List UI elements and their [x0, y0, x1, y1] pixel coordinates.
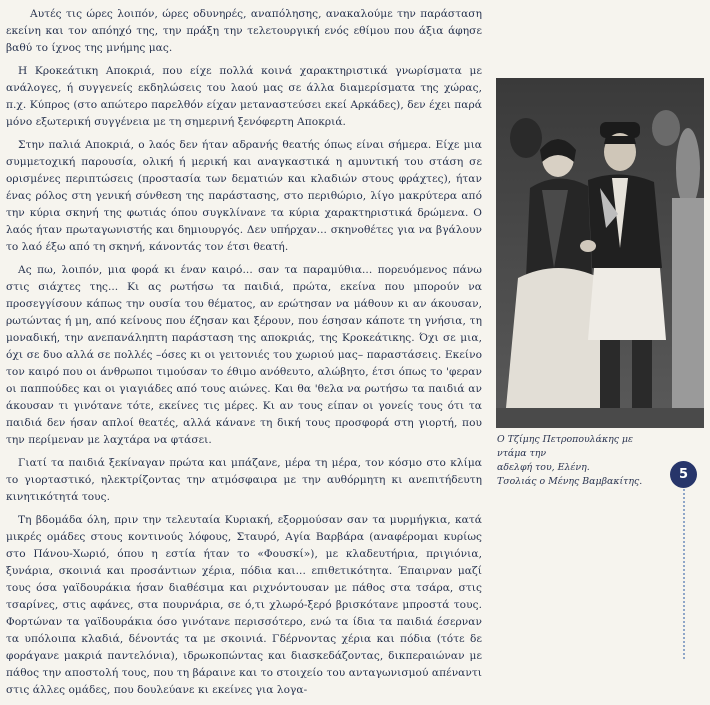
paragraph: Η Κροκεάτικη Αποκριά, που είχε πολλά κοινά χαρακτηριστικά γνωρίσματα με ανάλογες, ή συγγενείς εκδηλώσεις του λαού μας σε άλλα διαμερίσματα της χώρας, π.χ. Κύπρος (στο απώτερο παρελθόν είχαν μεταναστεύσει εκεί Αρκάδες), δεν έχει παρά μόνο εξωτερική συγγένεια με τη σημερινή ξενόφερτη Αποκριά.	[6, 65, 482, 128]
caption-line: Ο Τζίμης Πετροπουλάκης με ντάμα την	[497, 434, 634, 459]
page-number-badge: 5	[670, 461, 697, 488]
decorative-dotted-line	[683, 489, 685, 659]
photo-caption	[497, 433, 657, 489]
caption-line: Τσολιάς ο Μένης Βαμβακίτης.	[497, 476, 643, 487]
caption-line: αδελφή του, Ελένη.	[497, 462, 590, 473]
photo-illustration	[496, 78, 704, 428]
paragraph: Γιατί τα παιδιά ξεκίναγαν πρώτα και μπάζανε, μέρα τη μέρα, τον κόσμο στο κλίμα το γιορταστικό, ηλεκτρίζοντας την ατμόσφαιρα με την αυθόρμητη κι ανεπιτήδευτη κινητικότητά τους.	[6, 457, 482, 503]
paragraph: Στην παλιά Αποκριά, ο λαός δεν ήταν αδρανής θεατής όπως είναι σήμερα. Είχε μια συμμετοχική παρουσία, ολική ή μερική και αναγκαστικά η αμυντική του στάση σε ορισμένες περιπτώσεις (προστασία των δεματιών και κλαδιών στους φράχτες), ήταν ένας ρόλος στη γενική σύνθεση της παράστασης, στο περιθώριο, λίγο μακρύτερα από την κύρια σκηνή της φωτιάς όπου συγκλίνανε τα κύρια χαρακτηριστικά δρώμενα. Ο λαός ήταν πρωταγωνιστής και δημιουργός. Δεν υπήρχαν... σκηνοθέτες για να βγάλουν το λαό έξω από τη σκηνή, κάνοντάς τον έτσι θεατή.	[6, 139, 482, 253]
paragraph: Αυτές τις ώρες λοιπόν, ώρες οδυνηρές, αναπόλησης, ανακαλούμε την παράσταση εκείνη και τον απόηχό της, την πράξη την τελετουργική ενός εθίμου που άξια άφησε βαθύ το ίχνος της μνήμης μας.	[6, 8, 482, 54]
paragraph: Ας πω, λοιπόν, μια φορά κι έναν καιρό... σαν τα παραμύθια... πορευόμενος πάνω στις σιάχτες της... Κι ας ρωτήσω τα παιδιά, πρώτα, εκείνα που μπορούν να προσεγγίσουν κάπως την ουσία του θέματος, αν ερώτησαν να μάθουν κι αν άκουσαν, ρωτώντας ή μη, από κείνους που έζησαν και ξέρουν, που έσησαν κάποτε τη γνήσια, τη μοναδική, την ανεπανάληπτη παράσταση της αποκριάς, της Κροκεάτικης. Όχι σε μια, όχι σε δυο αλλά σε πολλές –όσες κι οι γειτονιές του χωριού μας– παραστάσεις. Εκείνο τον καιρό που οι άνθρωποι τιμούσαν το έθιμο ανόθευτο, αλώβητο, έτσι όπως το 'φεραν οι παππούδες και οι γιαγιάδες από τους αιώνες. Και θα 'θελα να ρωτήσω τα παιδιά αν άκουσαν τι γινότανε τότε, εκείνες τις μέρες. Κι αν τους είπαν οι γονείς τους ότι τα παιδιά δεν ήσαν απλοί θεατές, αλλά κάνανε τη δική τους προσφορά στη γιορτή, που την περίμεναν με λαχτάρα να φτάσει.	[6, 264, 482, 446]
article-text	[6, 6, 482, 705]
paragraph: Τη βδομάδα όλη, πριν την τελευταία Κυριακή, εξορμούσαν σαν τα μυρμήγκια, κατά μικρές ομάδες στους κοντινούς λόφους, Σταυρό, Αγία Βαρβάρα (αναφέρομαι κυρίως στο Πάνου-Χωριό, όπου η εστία ήταν το «Φουσκί»), με κλαδευτήρια, πριγιόνια, ξυνάρια, σκοινιά και προσάντιων χέρια, πόδια και... επιθετικότητα. Έπαιρναν μαζί τους όσα γαϊδουράκια ήσαν διαθέσιμα και ριχνόντουσαν με πάθος στα τσάρα, στις τσαρίνες, στις αφάνες, στα πουρνάρια, σε ό,τι χλωρό-ξερό βρισκότανε μπροστά τους. Φορτώναν τα γαϊδουράκια όσο γινότανε περισσότερο, ενώ τα ίδια τα παιδιά έσερναν τα υπόλοιπα κλαδιά, δένοντάς τα με σκοινιά. Γδέρνοντας χέρια και πόδια (τότε δε φοράγανε μακριά παντελόνια), ιδρωκοπώντας και διασκεδάζοντας, δικπεραιώναν με πάθος την αποστολή τους, που τη βάραινε και το στοιχείο του ανταγωνισμού απέναντι στις άλλες ομάδες, που δουλεύανε κι εκείνες για λογα-	[6, 514, 482, 696]
archival-photo	[496, 78, 704, 428]
